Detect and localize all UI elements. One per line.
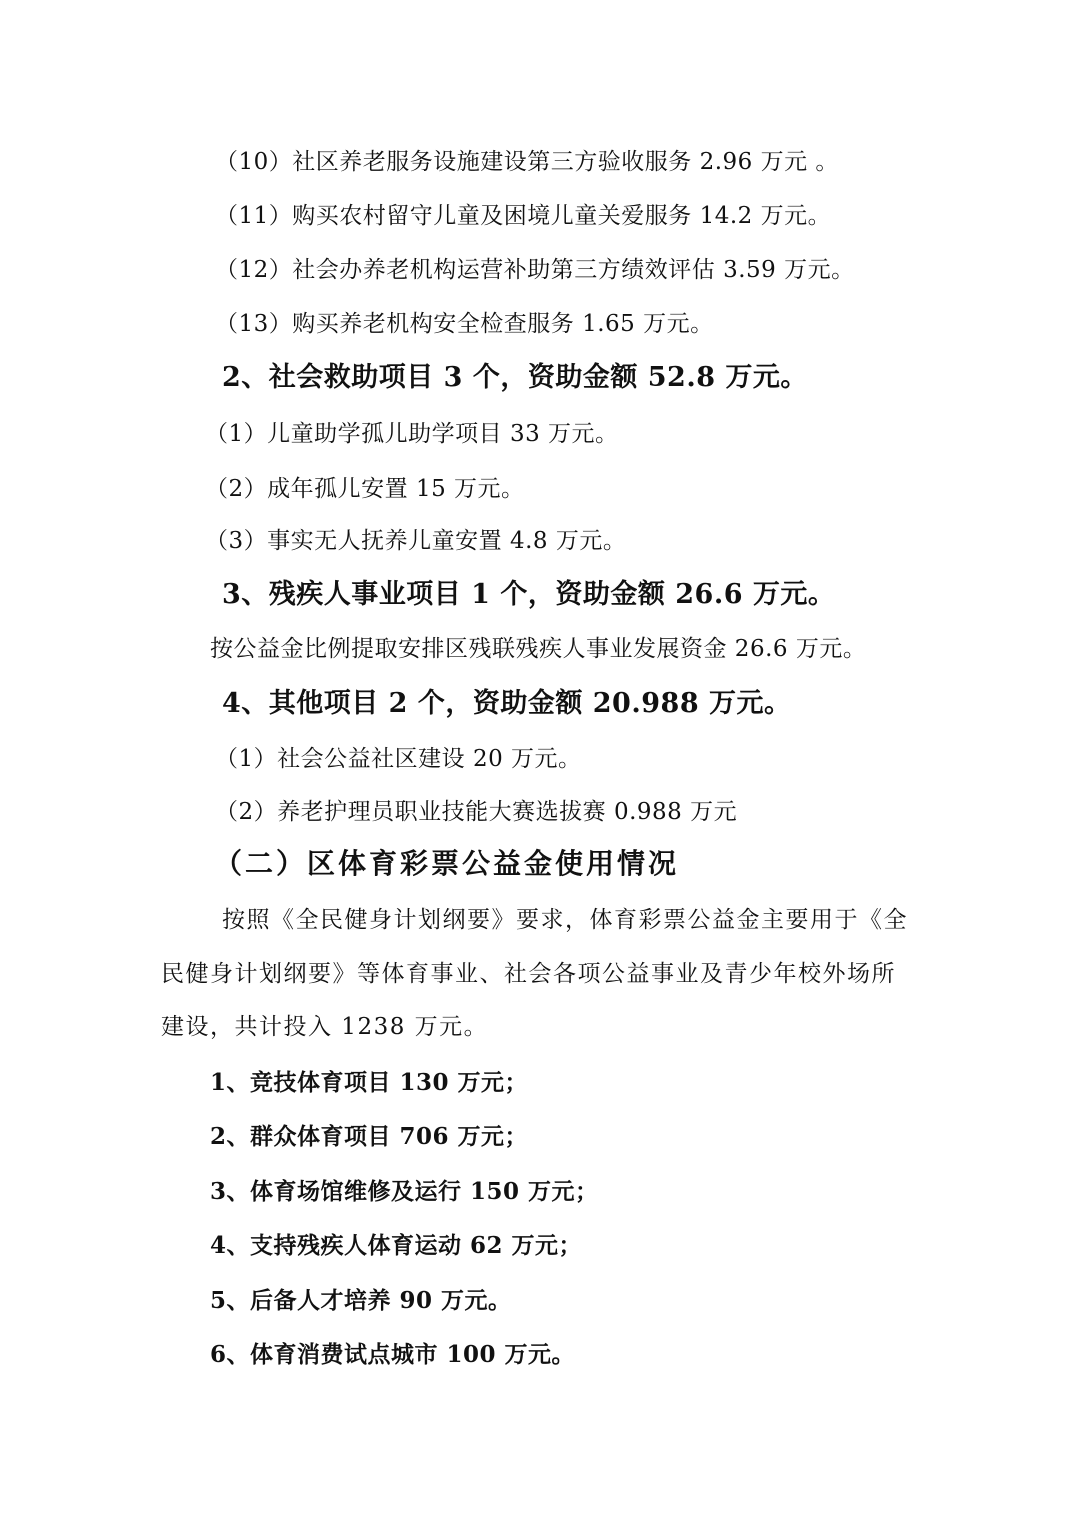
social-assistance-item-2: （2）成年孤儿安置 15 万元。	[205, 476, 525, 502]
sports-item-3: 3、体育场馆维修及运行 150 万元；	[210, 1178, 599, 1205]
sports-lottery-heading: （二）区体育彩票公益金使用情况	[214, 847, 680, 880]
sports-lottery-paragraph-line-3: 建设，共计投入 1238 万元。	[161, 1014, 489, 1040]
sports-item-2: 2、群众体育项目 706 万元；	[210, 1123, 529, 1150]
other-heading: 4、其他项目 2 个，资助金额 20.988 万元。	[222, 688, 792, 719]
sports-item-6: 6、体育消费试点城市 100 万元。	[210, 1341, 576, 1368]
sports-lottery-paragraph-line-1: 按照《全民健身计划纲要》要求，体育彩票公益金主要用于《全	[222, 907, 908, 933]
sports-item-1: 1、竞技体育项目 130 万元；	[210, 1069, 529, 1096]
other-item-1: （1）社会公益社区建设 20 万元。	[215, 746, 582, 772]
social-assistance-heading: 2、社会救助项目 3 个，资助金额 52.8 万元。	[222, 362, 808, 393]
welfare-item-13: （13）购买养老机构安全检查服务 1.65 万元。	[215, 311, 714, 337]
sports-item-4: 4、支持残疾人体育运动 62 万元；	[210, 1232, 583, 1259]
welfare-item-11: （11）购买农村留守儿童及困境儿童关爱服务 14.2 万元。	[215, 203, 832, 229]
other-item-2: （2）养老护理员职业技能大赛选拔赛 0.988 万元	[215, 799, 738, 825]
social-assistance-item-1: （1）儿童助学孤儿助学项目 33 万元。	[205, 421, 619, 447]
welfare-item-12: （12）社会办养老机构运营补助第三方绩效评估 3.59 万元。	[215, 257, 855, 283]
disability-item: 按公益金比例提取安排区残联残疾人事业发展资金 26.6 万元。	[210, 636, 867, 662]
sports-lottery-paragraph-line-2: 民健身计划纲要》等体育事业、社会各项公益事业及青少年校外场所	[161, 961, 896, 987]
disability-heading: 3、残疾人事业项目 1 个，资助金额 26.6 万元。	[222, 579, 836, 610]
social-assistance-item-3: （3）事实无人抚养儿童安置 4.8 万元。	[205, 528, 627, 554]
sports-item-5: 5、后备人才培养 90 万元。	[210, 1287, 512, 1314]
welfare-item-10: （10）社区养老服务设施建设第三方验收服务 2.96 万元 。	[215, 149, 839, 175]
